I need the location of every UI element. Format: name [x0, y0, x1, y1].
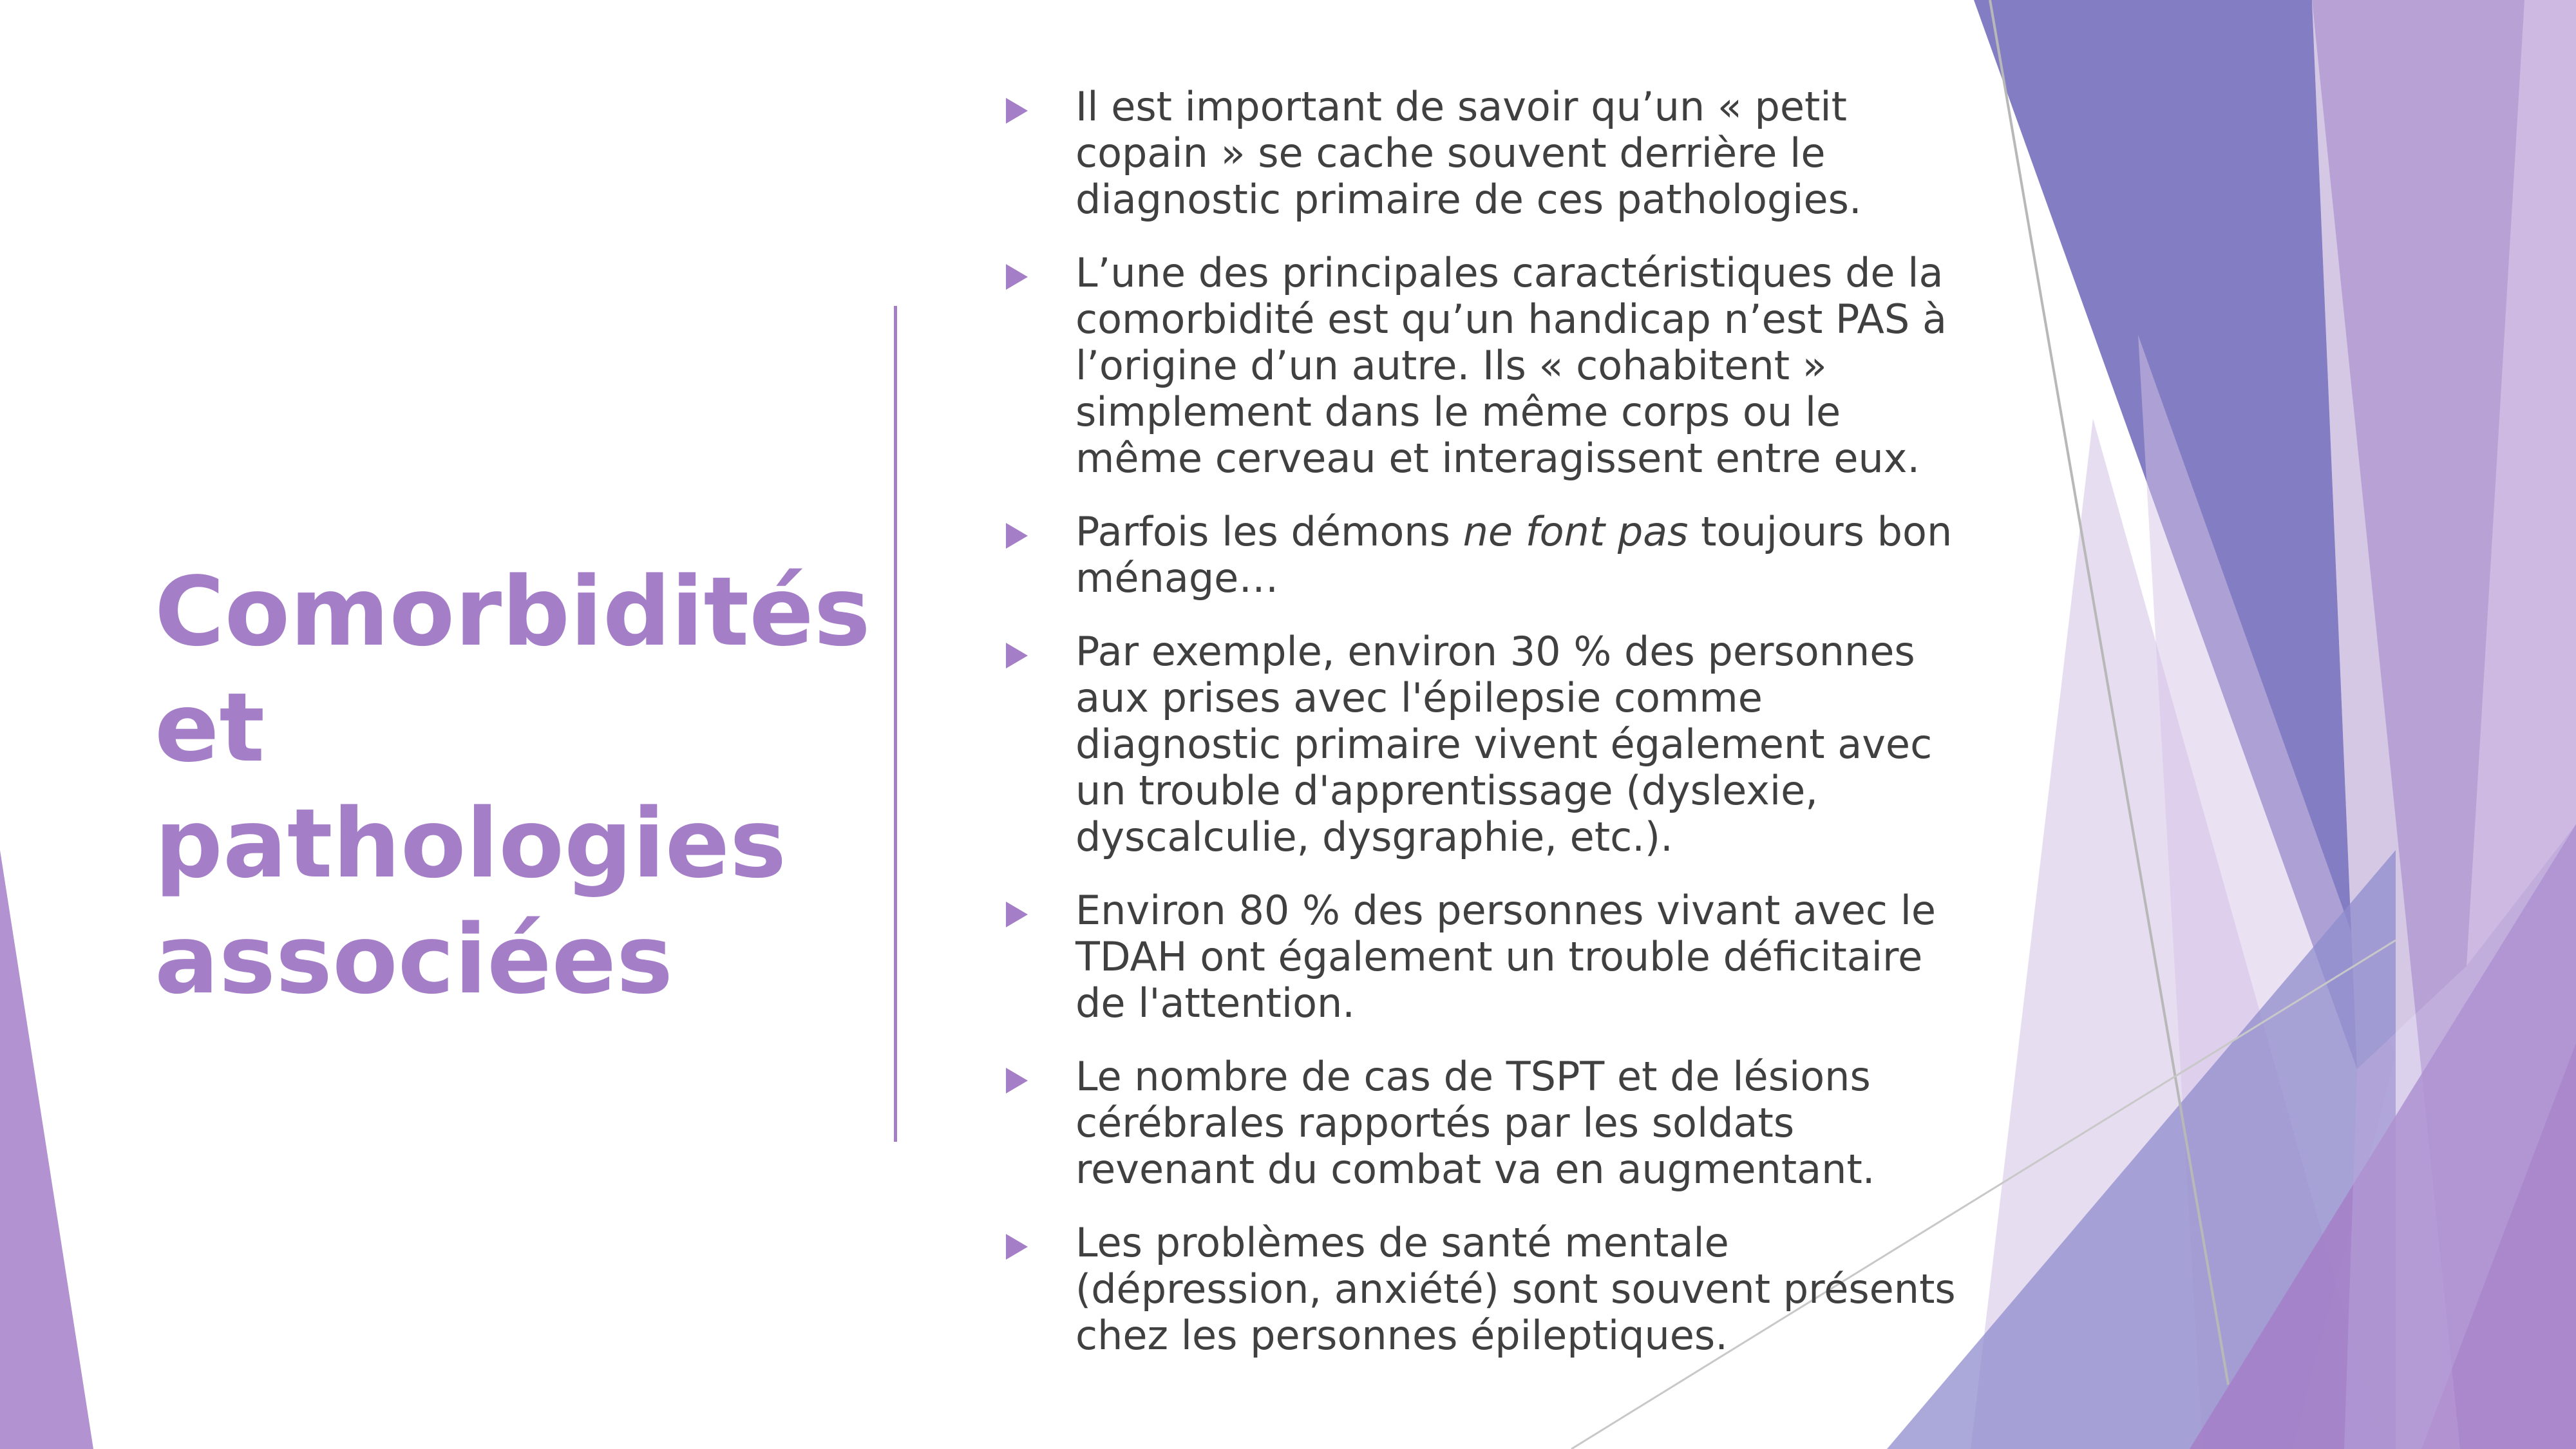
bullet-text: L’une des principales caractéristiques de la comorbidité est qu’un handicap n’est PAS à l’origine d’un autre. Ils « cohabitent » simplement dans le même corps ou le même cerveau et interagissent entre eux. — [1075, 249, 1947, 482]
bullet-text: Il est important de savoir qu’un « petit copain » se cache souvent derrière le diagnostic primaire de ces pathologies. — [1075, 83, 1862, 223]
triangle-bullet-icon — [1006, 1234, 1028, 1260]
vertical-divider — [894, 306, 897, 1142]
bullet-text-before: Parfois les démons — [1075, 508, 1463, 555]
bullet-item — [1005, 887, 1971, 1027]
triangle-bullet-icon — [1006, 523, 1028, 549]
triangle-bullet-icon — [1006, 98, 1028, 124]
bullet-item — [1005, 1220, 1971, 1359]
bullet-item — [1005, 1054, 1971, 1193]
slide-title: Comorbidités et pathologies associées — [155, 556, 871, 1015]
triangle-bullet-icon — [1006, 902, 1028, 927]
triangle-bullet-icon — [1006, 643, 1028, 668]
bullet-item — [1005, 509, 1971, 601]
bullet-text: Les problèmes de santé mentale (dépression, anxiété) sont souvent présents chez les personnes épileptiques. — [1075, 1219, 1956, 1359]
bullet-text-emphasis: ne font pas — [1463, 508, 1689, 555]
bullet-text: Par exemple, environ 30 % des personnes aux prises avec l'épilepsie comme diagnostic primaire vivent également avec un trouble d'apprentissage (dyslexie, dyscalculie, dysgraphie, etc.). — [1075, 628, 1933, 860]
bullet-text: Environ 80 % des personnes vivant avec le TDAH ont également un trouble déficitaire de l'attention. — [1075, 887, 1937, 1027]
bullet-item — [1005, 84, 1971, 223]
triangle-bullet-icon — [1006, 1068, 1028, 1094]
left-purple-sliver — [0, 850, 93, 1449]
bullet-item — [1005, 250, 1971, 482]
bullet-text-after: toujours bon ménage… — [1075, 508, 1953, 601]
bullet-text: Le nombre de cas de TSPT et de lésions cérébrales rapportés par les soldats revenant du combat va en augmentant. — [1075, 1053, 1875, 1193]
bullet-item — [1005, 629, 1971, 860]
bullet-list — [1005, 84, 1971, 1386]
triangle-bullet-icon — [1006, 264, 1028, 290]
